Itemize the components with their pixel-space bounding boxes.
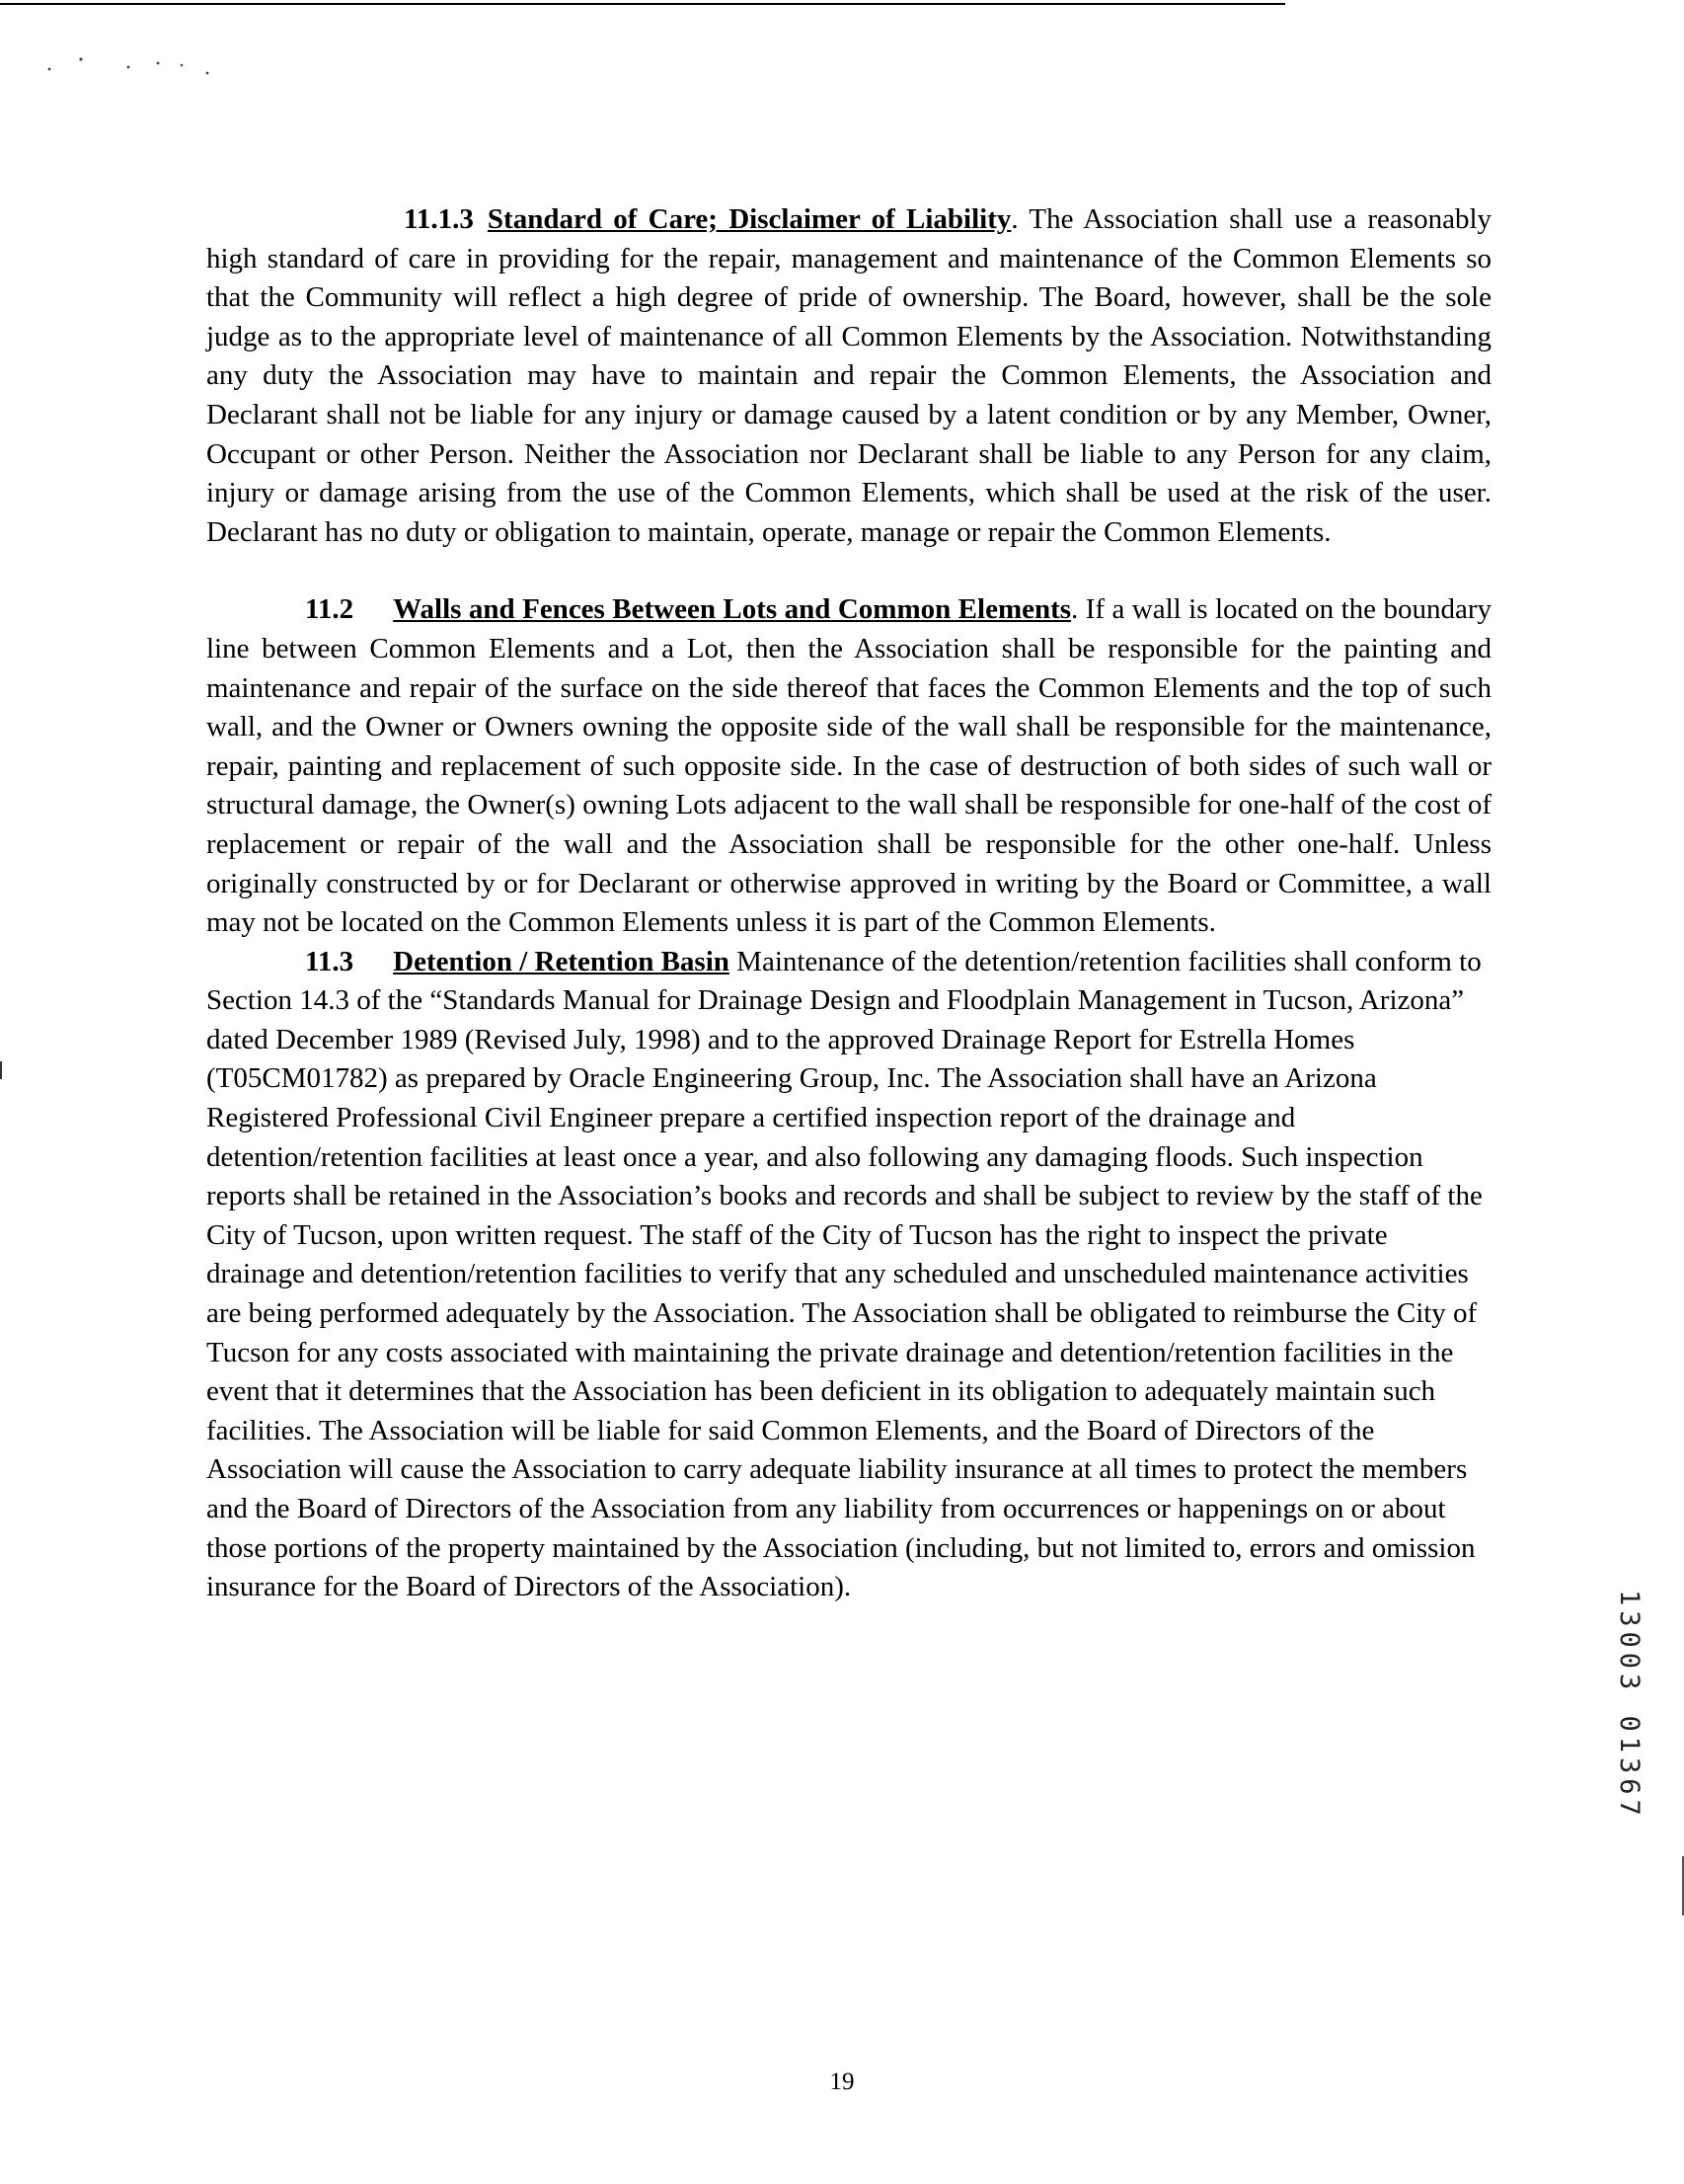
section-11-3-heading: Detention / Retention Basin — [393, 945, 729, 977]
section-11-1-3-heading: Standard of Care; Disclaimer of Liability — [487, 203, 1012, 235]
section-11-3-body: Maintenance of the detention/retention facilities shall conform to Section 14.3 of the “Standards Manual for Drainage Design and Floodplain Management in Tucson, Arizona” dated December 1989 (Revised July, 1998) and to the approved Drainage Report for Estrella Homes (T05CM01782) as prepared by Oracle Engineering Group, Inc. The Association shall have an Arizona Registered Professional Civil Engineer prepare a certified inspection report of the drainage and detention/retention facilities at least once a year, and also following any damaging floods. Such inspection reports shall be retained in the Association’s books and records and shall be subject to review by the staff of the City of Tucson, upon written request. The staff of the City of Tucson has the right to inspect the private drainage and detention/retention facilities to verify that any scheduled and unscheduled maintenance activities are being performed adequately by the Association. The Association shall be obligated to reimburse the City of Tucson for any costs associated with maintaining the private drainage and detention/retention facilities in the event that it determines that the Association has been deficient in its obligation to adequately maintain such facilities. The Association will be liable for said Common Elements, and the Board of Directors of the Association will cause the Association to carry adequate liability insurance at all times to protect the members and the Board of Directors of the Association from any liability from occurrences or happenings on or about those portions of the property maintained by the Association (including, but not limited to, errors and omission insurance for the Board of Directors of the Association). — [206, 945, 1483, 1603]
left-edge-scan-mark — [0, 1061, 2, 1079]
section-11-2-heading: Walls and Fences Between Lots and Common Elements — [393, 593, 1072, 626]
top-edge-rule — [0, 3, 1285, 5]
section-11-1-3-paragraph — [206, 200, 1492, 552]
page-number: 19 — [829, 2068, 855, 2095]
section-11-2-number: 11.2 — [305, 593, 354, 626]
section-11-3-paragraph — [206, 943, 1492, 1607]
section-11-1-3-number: 11.1.3 — [404, 203, 474, 235]
recording-stamp — [1609, 1586, 1648, 1858]
section-11-2-body: . If a wall is located on the boundary line between Common Elements and a Lot, then the Association shall be responsible for the painting and maintenance and repair of the surface on the side thereof that faces the Common Elements and the top of such wall, and the Owner or Owners owning the opposite side of the wall shall be responsible for the maintenance, repair, painting and replacement of such opposite side. In the case of destruction of both sides of such wall or structural damage, the Owner(s) owning Lots adjacent to the wall shall be responsible for one-half of the cost of replacement or repair of the wall and the Association shall be responsible for the other one-half. Unless originally constructed by or for Declarant or otherwise approved in writing by the Board or Committee, a wall may not be located on the Common Elements unless it is part of the Common Elements. — [206, 593, 1492, 939]
section-11-1-3-body: . The Association shall use a reasonably high standard of care in providing for the repair, management and maintenance of the Common Elements so that the Community will reflect a high degree of pride of ownership. The Board, however, shall be the sole judge as to the appropriate level of maintenance of all Common Elements by the Association. Notwithstanding any duty the Association may have to maintain and repair the Common Elements, the Association and Declarant shall not be liable for any injury or damage caused by a latent condition or by any Member, Owner, Occupant or other Person. Neither the Association nor Declarant shall be liable to any Person for any claim, injury or damage arising from the use of the Common Elements, which shall be used at the risk of the user. Declarant has no duty or obligation to maintain, operate, manage or repair the Common Elements. — [206, 203, 1492, 548]
recording-stamp-text: 13003 01367 — [1614, 1590, 1645, 1821]
document-body — [206, 200, 1492, 1607]
scan-specks-decoration — [45, 55, 223, 75]
section-11-3-number: 11.3 — [305, 945, 354, 977]
section-11-2-paragraph — [206, 590, 1492, 942]
